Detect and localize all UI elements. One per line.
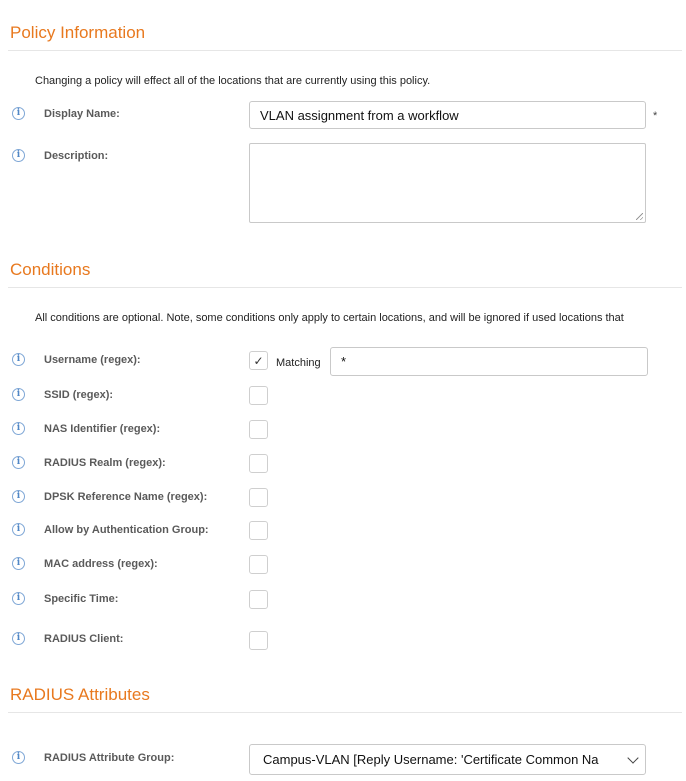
display-name-input[interactable]	[249, 101, 646, 129]
nas-identifier-regex-label: NAS Identifier (regex):	[44, 423, 161, 435]
conditions-note: All conditions are optional. Note, some conditions only apply to certain locations, and will be ignored if used locations that	[35, 312, 624, 324]
specific-time-label: Specific Time:	[44, 593, 119, 605]
info-icon[interactable]	[12, 107, 25, 120]
section-divider	[8, 712, 682, 713]
checkmark-icon: ✓	[253, 354, 264, 368]
description-textarea[interactable]	[249, 143, 646, 223]
radius-client-checkbox[interactable]	[249, 631, 268, 650]
radius-realm-regex-checkbox[interactable]	[249, 454, 268, 473]
matching-label: Matching	[276, 357, 321, 369]
required-asterisk: *	[653, 110, 658, 122]
authentication-group-label: Allow by Authentication Group:	[44, 524, 209, 536]
info-icon[interactable]	[12, 149, 25, 162]
ssid-regex-label: SSID (regex):	[44, 389, 114, 401]
info-icon[interactable]	[12, 632, 25, 645]
ssid-regex-checkbox[interactable]	[249, 386, 268, 405]
info-icon[interactable]	[12, 353, 25, 366]
radius-attribute-group-selected-value: Campus-VLAN [Reply Username: 'Certificate Common Na	[263, 752, 599, 767]
section-divider	[8, 50, 682, 51]
info-icon[interactable]	[12, 388, 25, 401]
radius-client-label: RADIUS Client:	[44, 633, 124, 645]
conditions-heading: Conditions	[10, 260, 91, 279]
dpsk-reference-name-regex-checkbox[interactable]	[249, 488, 268, 507]
radius-realm-regex-label: RADIUS Realm (regex):	[44, 457, 166, 469]
mac-address-regex-checkbox[interactable]	[249, 555, 268, 574]
username-regex-input[interactable]	[330, 347, 648, 376]
info-icon[interactable]	[12, 557, 25, 570]
policy-information-heading: Policy Information	[10, 23, 146, 42]
info-icon[interactable]	[12, 490, 25, 503]
info-icon[interactable]	[12, 751, 25, 764]
info-icon[interactable]	[12, 592, 25, 605]
username-regex-checkbox[interactable]	[249, 351, 268, 370]
radius-attributes-heading: RADIUS Attributes	[10, 685, 150, 704]
radius-attribute-group-label: RADIUS Attribute Group:	[44, 752, 175, 764]
description-label: Description:	[44, 150, 109, 162]
dpsk-reference-name-regex-label: DPSK Reference Name (regex):	[44, 491, 208, 503]
specific-time-checkbox[interactable]	[249, 590, 268, 609]
display-name-label: Display Name:	[44, 108, 120, 120]
chevron-down-icon[interactable]	[627, 752, 638, 763]
radius-attribute-group-select[interactable]	[249, 744, 646, 775]
username-regex-label: Username (regex):	[44, 354, 141, 366]
info-icon[interactable]	[12, 456, 25, 469]
section-divider	[8, 287, 682, 288]
info-icon[interactable]	[12, 422, 25, 435]
authentication-group-checkbox[interactable]	[249, 521, 268, 540]
mac-address-regex-label: MAC address (regex):	[44, 558, 158, 570]
info-icon[interactable]	[12, 523, 25, 536]
nas-identifier-regex-checkbox[interactable]	[249, 420, 268, 439]
resize-grip-icon[interactable]	[636, 213, 643, 220]
policy-change-note: Changing a policy will effect all of the locations that are currently using this policy.	[35, 75, 431, 87]
